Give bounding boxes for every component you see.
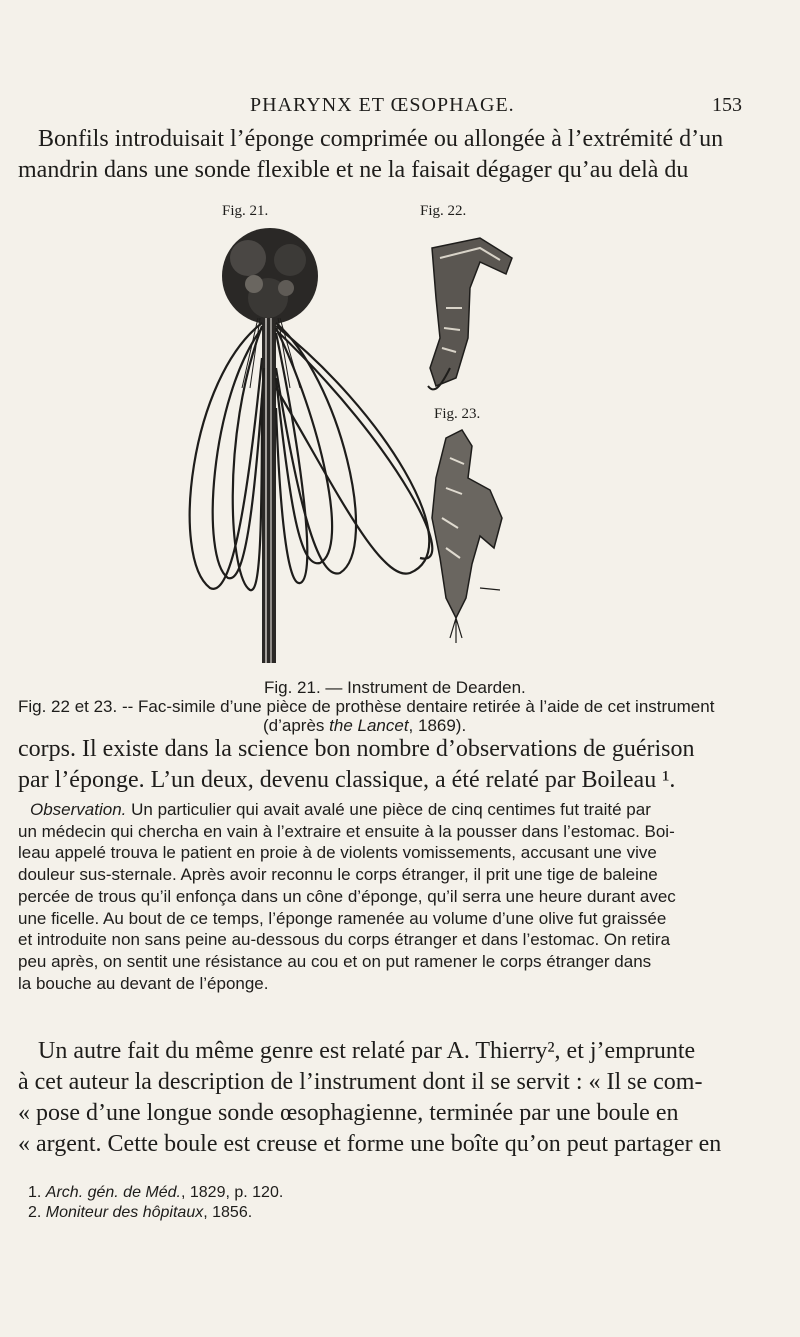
- text-line: Bonfils introduisait l’éponge comprimée ou allongée à l’extrémité d’un: [38, 126, 724, 152]
- caption-line-2: Fig. 22 et 23. -- Fac-simile d’une pièce de prothèse dentaire retirée à l’aide de cet instrument: [18, 697, 715, 716]
- engraving-illustration: [150, 218, 590, 668]
- dearden-instrument-drawing: [190, 228, 433, 663]
- text-line: et introduite non sans peine au-dessous du corps étranger et dans l’estomac. On retira: [18, 930, 671, 950]
- observation-heading: Observation.: [30, 800, 127, 819]
- text-line: peu après, on sentit une résistance au cou et on put ramener le corps étranger dans: [18, 951, 652, 971]
- text-line: mandrin dans une sonde flexible et ne la faisait dégager qu’au delà du: [18, 157, 689, 183]
- text-line: un médecin qui chercha en vain à l’extraire et ensuite à la pousser dans l’estomac. Boi-: [18, 821, 675, 841]
- text-line: « argent. Cette boule est creuse et forme une boîte qu’on peut partager en: [18, 1131, 722, 1157]
- paragraph-observations: [18, 734, 784, 796]
- paragraph-thierry: [18, 1036, 784, 1160]
- footnote-number: 1.: [28, 1184, 42, 1201]
- observation-block: [18, 799, 784, 994]
- text-line: la bouche au devant de l’éponge.: [18, 973, 269, 993]
- footnote-title: Moniteur des hôpitaux: [45, 1204, 204, 1221]
- page-number: 153: [712, 94, 742, 116]
- caption-source-suffix: , 1869).: [408, 716, 467, 735]
- caption-line-1: Fig. 21. — Instrument de Dearden.: [264, 678, 526, 697]
- text-line: corps. Il existe dans la science bon nombre d’observations de guérison: [18, 736, 695, 762]
- paragraph-intro: [18, 124, 784, 186]
- footnote-rest: , 1856.: [203, 1204, 253, 1221]
- footnote-rest: , 1829, p. 120.: [180, 1184, 284, 1201]
- caption-source-title: the Lancet: [329, 716, 409, 735]
- text-line: « pose d’une longue sonde œsophagienne, terminée par une boule en: [18, 1100, 679, 1126]
- fig-23-label: Fig. 23.: [434, 406, 481, 422]
- dental-prosthesis-drawing-fig22: [428, 238, 512, 389]
- footnote-title: Arch. gén. de Méd.: [45, 1184, 181, 1201]
- text-line: par l’éponge. L’un deux, devenu classique, a été relaté par Boileau ¹.: [18, 767, 676, 793]
- text-line: une ficelle. Au bout de ce temps, l’éponge ramenée au volume d’une olive fut graissée: [18, 908, 667, 928]
- dental-prosthesis-drawing-fig23: [432, 430, 502, 643]
- fig-21-label: Fig. 21.: [222, 203, 269, 219]
- text-line: à cet auteur la description de l’instrument dont il se servit : « Il se com-: [18, 1069, 703, 1095]
- caption-source-prefix: (d’après: [263, 716, 330, 735]
- text-line: douleur sus-sternale. Après avoir reconnu le corps étranger, il prit une tige de baleine: [18, 865, 658, 885]
- observation-first-line: [18, 799, 784, 821]
- running-title: PHARYNX ET ŒSOPHAGE.: [250, 94, 515, 116]
- running-head: [0, 94, 800, 120]
- caption-line-3: [263, 716, 466, 735]
- text-line: Un particulier qui avait avalé une pièce de cinq centimes fut traité par: [131, 800, 651, 819]
- text-line: Un autre fait du même genre est relaté par A. Thierry², et j’emprunte: [38, 1038, 696, 1064]
- text-line: leau appelé trouva le patient en proie à de violents vomissements, accusant une vive: [18, 843, 657, 863]
- footnote-2: [28, 1203, 283, 1223]
- fig-22-label: Fig. 22.: [420, 203, 467, 219]
- footnote-1: [28, 1183, 283, 1203]
- text-line: percée de trous qu’il enfonça dans un cône d’éponge, qu’il serra une heure durant avec: [18, 886, 676, 906]
- footnotes: [28, 1183, 283, 1223]
- footnote-number: 2.: [28, 1204, 42, 1221]
